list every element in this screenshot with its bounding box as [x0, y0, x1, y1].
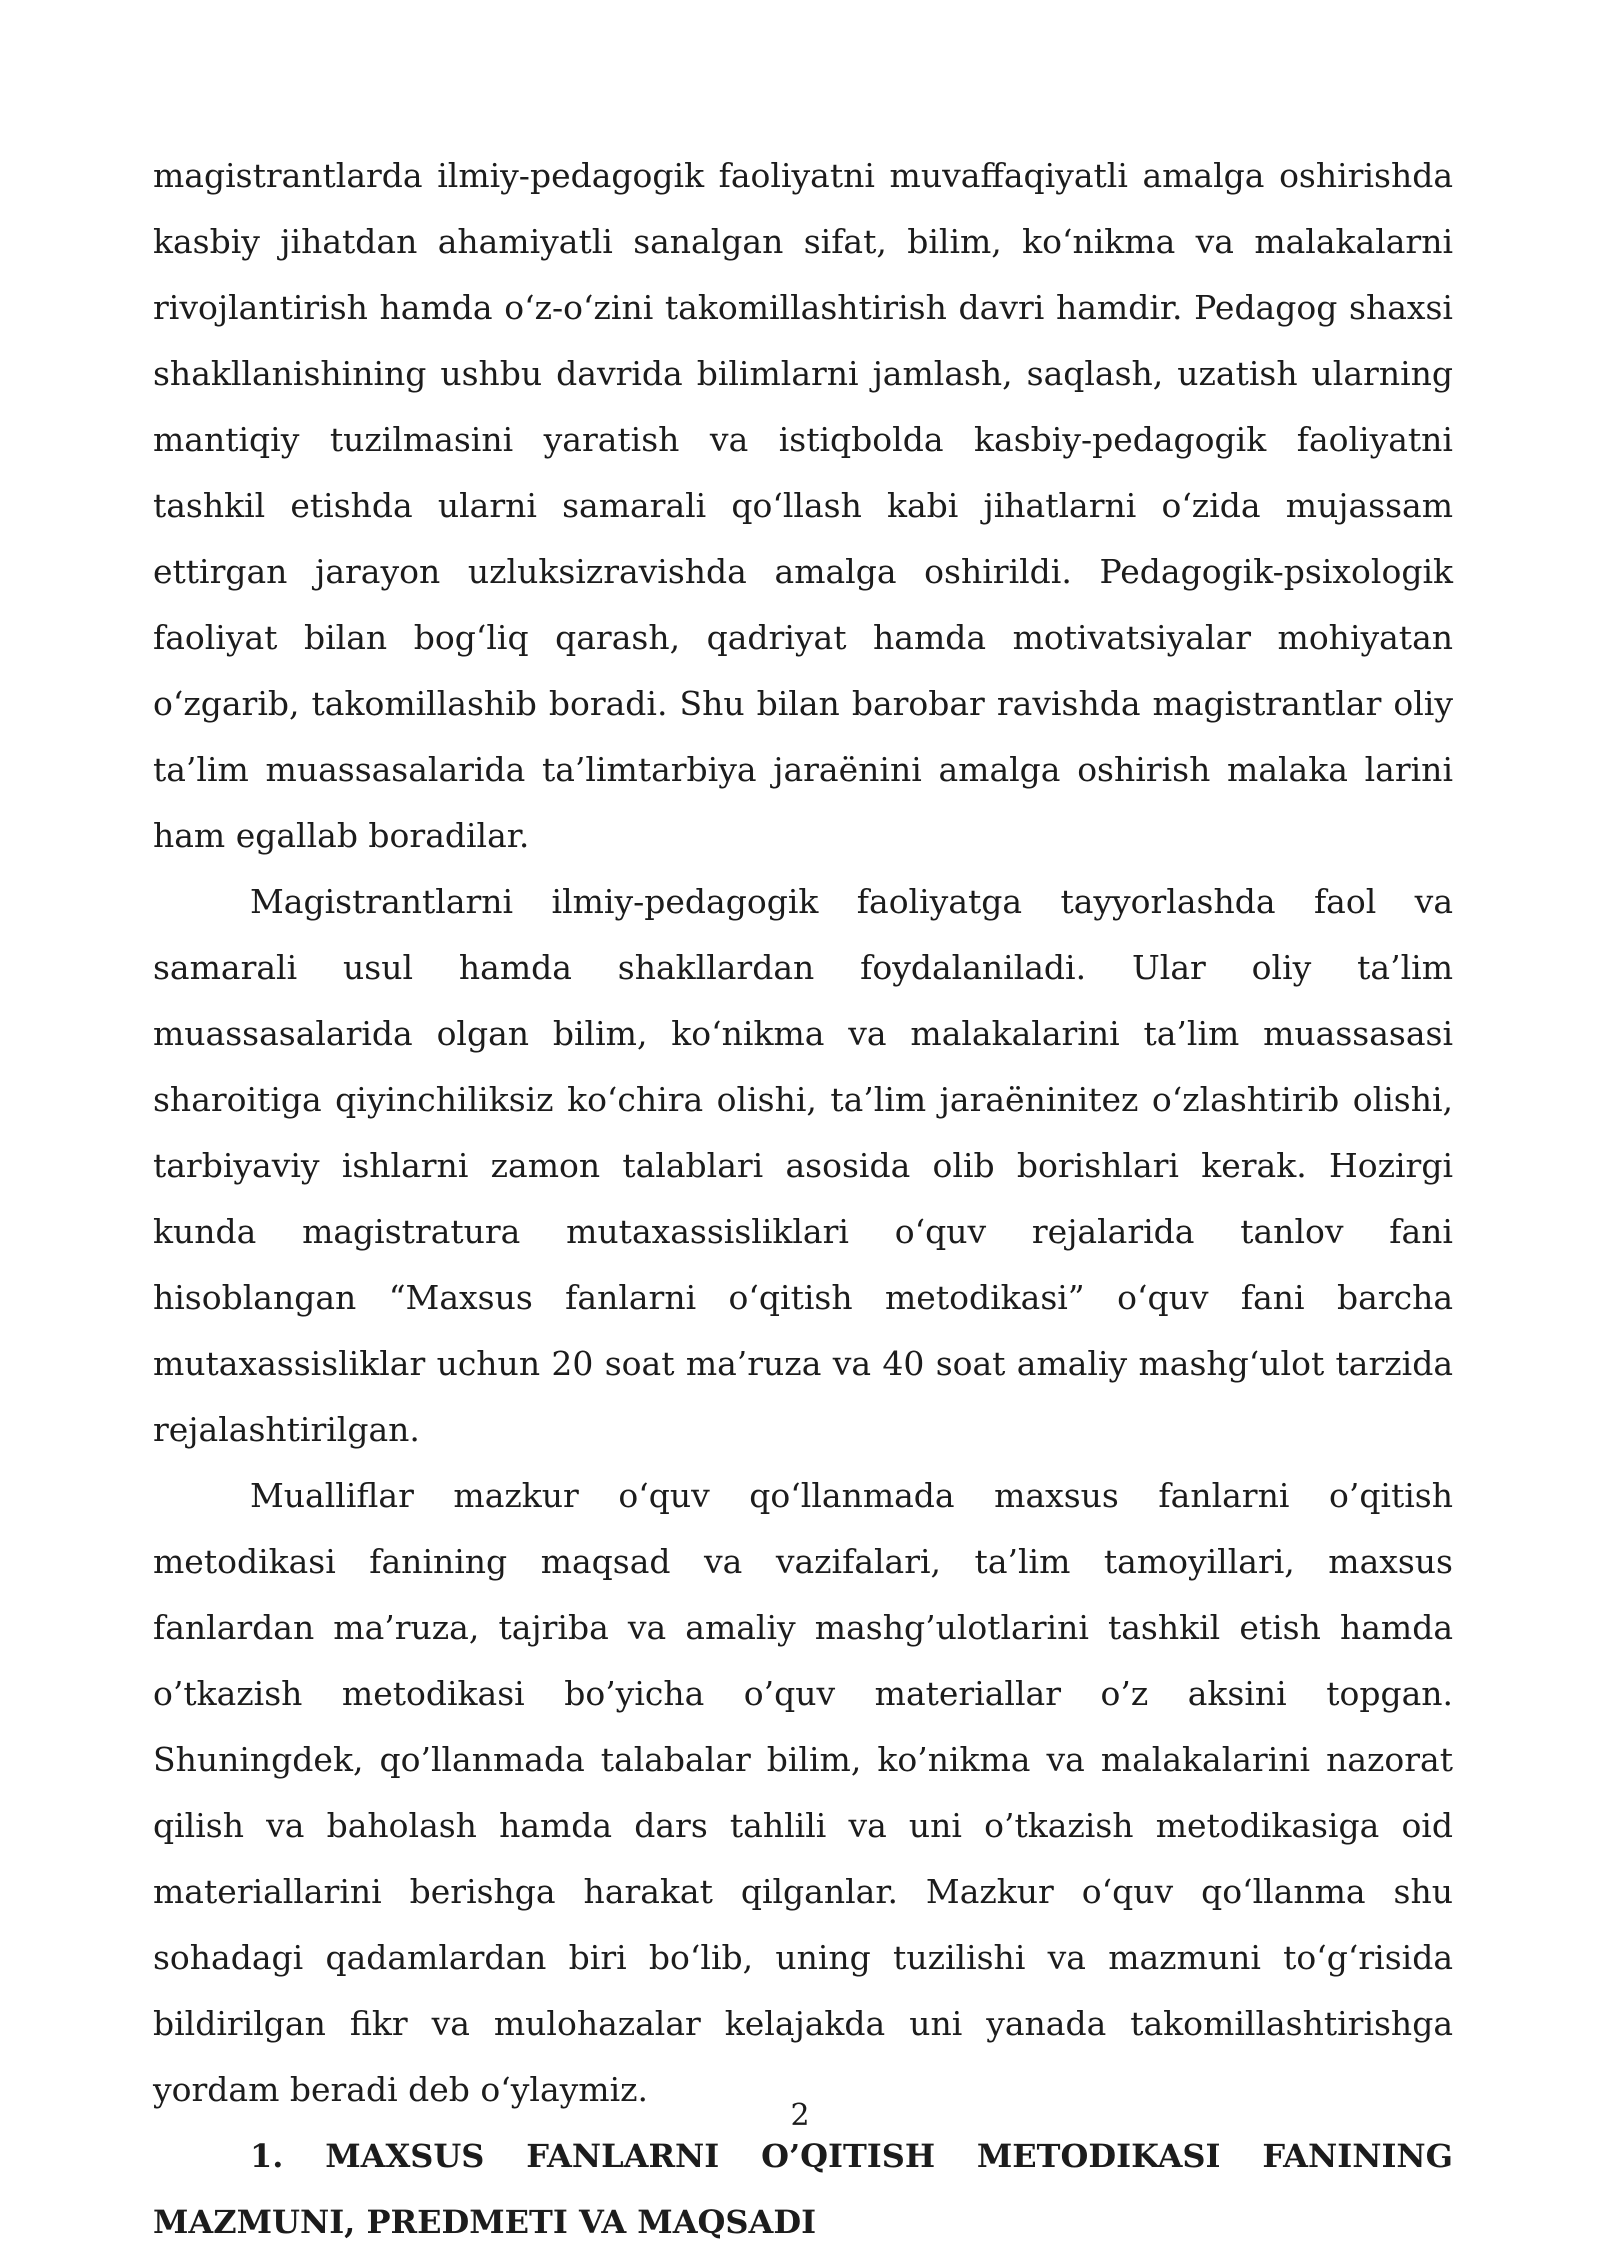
- paragraph-magistrants-preparation: Magistrantlarni ilmiy-pedagogik faoliyatga tayyorlashda faol va samarali usul hamda shakllardan foydalaniladi. Ular oliy ta’lim muassasalarida olgan bilim, ko‘nikma va malakalarini ta’lim muassasasi sharoitiga qiyinchiliksiz ko‘chira olishi, ta’lim jaraёninitez o‘zlashtirib olishi, tarbiyaviy ishlarni zamon talablari asosida olib borishlari kerak. Hozirgi kunda magistratura mutaxassisliklari o‘quv rejalarida tanlov fani hisoblangan “Maxsus fanlarni o‘qitish metodikasi” o‘quv fani barcha mutaxassisliklar uchun 20 soat ma’ruza va 40 soat amaliy mashg‘ulot tarzida rejalashtirilgan.: [153, 882, 1453, 1449]
- page-body: [153, 143, 1453, 2255]
- section-heading: 1. MAXSUS FANLARNI O’QITISH METODIKASI FANINING MAZMUNI, PREDMETI VA MAQSADI: [153, 2137, 1453, 2241]
- paragraph-continued: magistrantlarda ilmiy-pedagogik faoliyatni muvaffaqiyatli amalga oshirishda kasbiy jihatdan ahamiyatli sanalgan sifat, bilim, ko‘nikma va malakalarni rivojlantirish hamda o‘z-o‘zini takomillashtirish davri hamdir. Pedagog shaxsi shakllanishining ushbu davrida bilimlarni jamlash, saqlash, uzatish ularning mantiqiy tuzilmasini yaratish va istiqbolda kasbiy-pedagogik faoliyatni tashkil etishda ularni samarali qo‘llash kabi jihatlarni o‘zida mujassam ettirgan jarayon uzluksizravishda amalga oshirildi. Pedagogik-psixologik faoliyat bilan bog‘liq qarash, qadriyat hamda motivatsiyalar mohiyatan o‘zgarib, takomillashib boradi. Shu bilan barobar ravishda magistrantlar oliy ta’lim muassasalarida ta’limtarbiya jaraёnini amalga oshirish malaka larini ham egallab boradilar.: [153, 156, 1453, 855]
- paragraph-authors: Mualliflar mazkur o‘quv qo‘llanmada maxsus fanlarni o’qitish metodikasi fanining maqsad va vazifalari, ta’lim tamoyillari, maxsus fanlardan ma’ruza, tajriba va amaliy mashg’ulotlarini tashkil etish hamda o’tkazish metodikasi bo’yicha o’quv materiallar o’z aksini topgan. Shuningdek, qo’llanmada talabalar bilim, ko’nikma va malakalarini nazorat qilish va baholash hamda dars tahlili va uni o’tkazish metodikasiga oid materiallarini berishga harakat qilganlar. Mazkur o‘quv qo‘llanma shu sohadagi qadamlardan biri bo‘lib, uning tuzilishi va mazmuni to‘g‘risida bildirilgan fikr va mulohazalar kelajakda uni yanada takomillashtirishga yordam beradi deb o‘ylaymiz.: [153, 1476, 1453, 2109]
- page-number: 2: [790, 2098, 810, 2133]
